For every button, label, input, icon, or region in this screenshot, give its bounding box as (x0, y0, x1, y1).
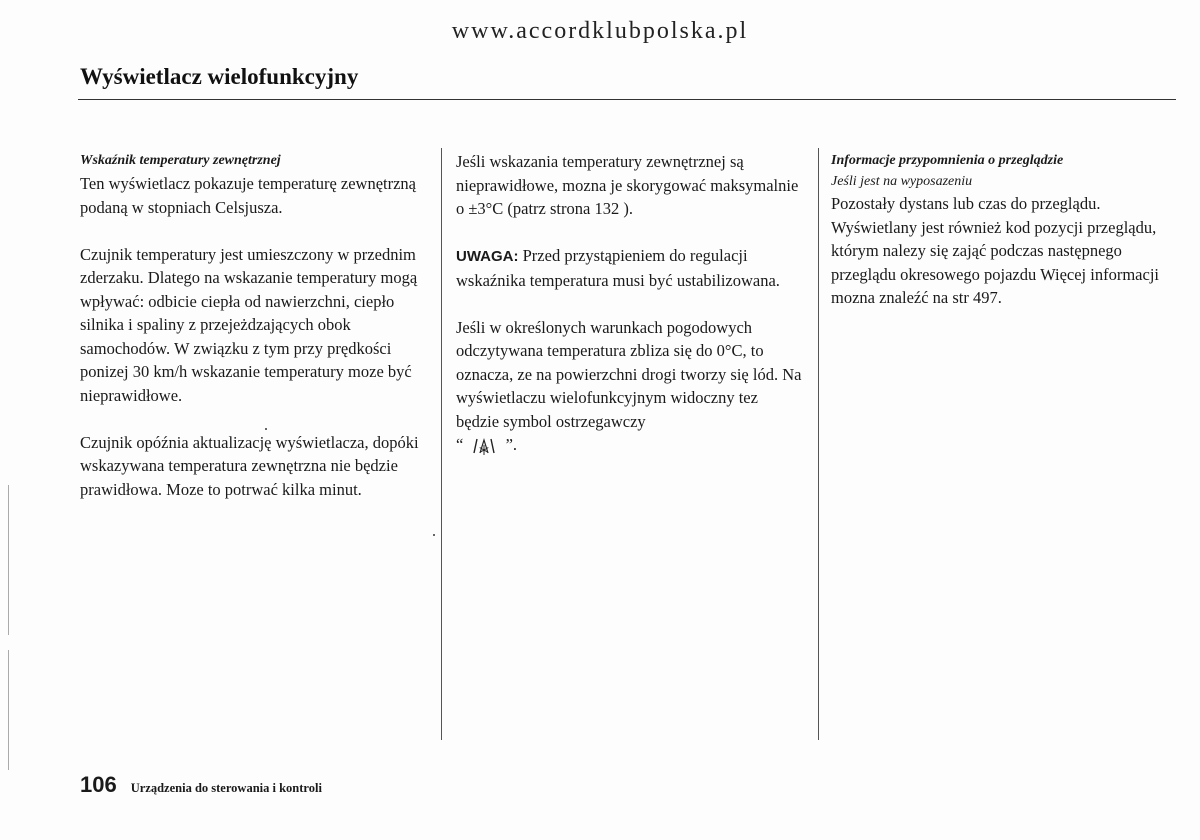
footer-section-title: Urządzenia do sterowania i kontroli (130, 781, 322, 795)
paragraph-ice-warning (456, 316, 804, 458)
page-title: Wyświetlacz wielofunkcyjny (80, 64, 359, 89)
quote-open: “ (456, 435, 464, 454)
uwaga-text: Przed przystąpieniem do regulacji wskaźnika temperatura musi być ustabilizowana. (456, 246, 780, 290)
paragraph: Jeśli wskazania temperatury zewnętrznej są nieprawidłowe, mozna je skorygować maksymalnie o ±3°C (patrz strona 132 ). (456, 152, 799, 218)
column-service-reminder (831, 150, 1176, 333)
stray-mark (265, 428, 267, 430)
paragraph: Ten wyświetlacz pokazuje temperaturę zewnętrzną podaną w stopniach Celsjusza. (80, 174, 417, 217)
uwaga-paragraph (456, 244, 804, 292)
section-subheading: Informacje przypomnienia o przeglądzie (831, 153, 1064, 168)
stray-mark (433, 534, 435, 536)
ice-warning-icon (471, 435, 497, 457)
paragraph: Czujnik temperatury jest umieszczony w przednim zderzaku. Dlatego na wskazanie temperatury mogą wpływać: odbicie ciepła od nawierzchni, ciepło silnika i spaliny z przejeżdzających obok samochodów. W związku z tym przy prędkości ponizej 30 km/h wskazanie temperatury moze być nieprawidłowe. (80, 244, 418, 405)
quote-close: ”. (505, 435, 518, 454)
title-rule (78, 99, 1176, 100)
page-footer (80, 772, 322, 798)
column-divider (818, 148, 819, 740)
paragraph: Czujnik opóźnia aktualizację wyświetlacza, dopóki wskazywana temperatura zewnętrzna nie będzie prawidłowa. Moze to potrwać kilka minut. (80, 432, 419, 499)
paragraph: Pozostały dystans lub czas do przeglądu. Wyświetlany jest również kod pozycji przeglądu, którym nalezy się zająć podczas następnego przeglądu okresowego pojazdu Więcej informacji mozna znaleźć na str 497. (831, 194, 1159, 307)
equipment-note: Jeśli jest na wyposazeniu (831, 174, 973, 189)
page-number: 106 (80, 772, 117, 797)
section-subheading: Wskaźnik temperatury zewnętrznej (80, 153, 281, 168)
column-divider (441, 148, 442, 740)
uwaga-label: UWAGA: (456, 248, 519, 265)
edge-mark (8, 485, 9, 635)
column-outside-temperature (80, 150, 430, 525)
warning-symbol-quote (456, 435, 517, 454)
column-temperature-correction (456, 150, 804, 481)
site-url: www.accordklubpolska.pl (451, 18, 749, 44)
ice-warning-text: Jeśli w określonych warunkach pogodowych odczytywana temperatura zbliza się do 0°C, to oznacza, ze na powierzchni drogi tworzy się lód. Na wyświetlaczu wielofunkcyjnym widoczny tez będzie symbol ostrzegawczy (456, 317, 802, 431)
edge-mark (8, 650, 9, 770)
